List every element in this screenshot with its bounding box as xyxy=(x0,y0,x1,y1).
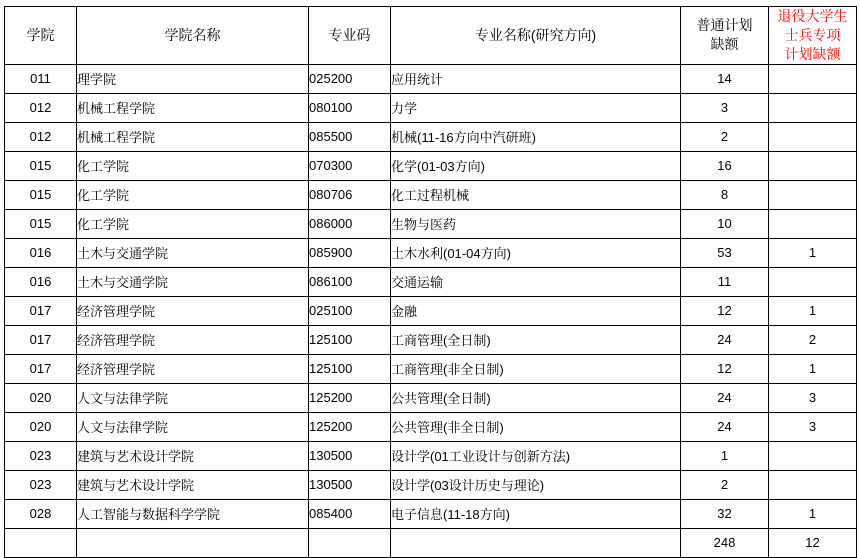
cell-major-name: 化学(01-03方向) xyxy=(391,151,681,180)
cell-college-code: 015 xyxy=(5,180,77,209)
total-blank-major-code xyxy=(309,528,391,557)
cell-college-name: 建筑与艺术设计学院 xyxy=(77,441,309,470)
cell-major-code: 085900 xyxy=(309,238,391,267)
header-general-plan-line2: 缺额 xyxy=(710,36,739,53)
table-row xyxy=(5,383,857,412)
table-row xyxy=(5,296,857,325)
cell-major-code: 086100 xyxy=(309,267,391,296)
cell-major-code: 025100 xyxy=(309,296,391,325)
cell-veteran-plan-vacancy: 1 xyxy=(769,238,857,267)
cell-major-name: 工商管理(全日制) xyxy=(391,325,681,354)
header-major-name: 专业名称(研究方向) xyxy=(391,7,681,65)
table-row xyxy=(5,122,857,151)
cell-major-code: 085400 xyxy=(309,499,391,528)
header-college-code: 学院 xyxy=(5,7,77,65)
cell-major-code: 086000 xyxy=(309,209,391,238)
cell-major-name: 公共管理(非全日制) xyxy=(391,412,681,441)
total-row xyxy=(5,528,857,557)
cell-college-name: 化工学院 xyxy=(77,209,309,238)
cell-major-code: 080100 xyxy=(309,93,391,122)
cell-general-plan-vacancy: 53 xyxy=(681,238,769,267)
cell-veteran-plan-vacancy xyxy=(769,180,857,209)
cell-general-plan-vacancy: 3 xyxy=(681,93,769,122)
cell-college-code: 020 xyxy=(5,383,77,412)
table-row xyxy=(5,64,857,93)
cell-college-name: 化工学院 xyxy=(77,180,309,209)
table-row xyxy=(5,412,857,441)
cell-veteran-plan-vacancy xyxy=(769,64,857,93)
cell-college-code: 017 xyxy=(5,354,77,383)
cell-college-name: 建筑与艺术设计学院 xyxy=(77,470,309,499)
cell-major-code: 125100 xyxy=(309,354,391,383)
table-row xyxy=(5,209,857,238)
cell-veteran-plan-vacancy xyxy=(769,122,857,151)
cell-major-code: 125100 xyxy=(309,325,391,354)
cell-major-name: 金融 xyxy=(391,296,681,325)
total-general-plan-vacancy: 248 xyxy=(681,528,769,557)
cell-college-name: 经济管理学院 xyxy=(77,296,309,325)
cell-college-code: 016 xyxy=(5,238,77,267)
cell-veteran-plan-vacancy xyxy=(769,93,857,122)
cell-college-name: 人文与法律学院 xyxy=(77,383,309,412)
cell-general-plan-vacancy: 1 xyxy=(681,441,769,470)
header-college-name: 学院名称 xyxy=(77,7,309,65)
cell-major-name: 设计学(01工业设计与创新方法) xyxy=(391,441,681,470)
cell-veteran-plan-vacancy xyxy=(769,441,857,470)
cell-college-code: 015 xyxy=(5,151,77,180)
table-row xyxy=(5,267,857,296)
cell-college-name: 经济管理学院 xyxy=(77,325,309,354)
cell-general-plan-vacancy: 2 xyxy=(681,122,769,151)
cell-college-code: 015 xyxy=(5,209,77,238)
cell-college-name: 理学院 xyxy=(77,64,309,93)
cell-major-code: 125200 xyxy=(309,383,391,412)
total-blank-major-name xyxy=(391,528,681,557)
table-row xyxy=(5,151,857,180)
cell-major-code: 085500 xyxy=(309,122,391,151)
cell-college-code: 017 xyxy=(5,296,77,325)
table-row xyxy=(5,499,857,528)
cell-major-code: 125200 xyxy=(309,412,391,441)
cell-veteran-plan-vacancy xyxy=(769,209,857,238)
cell-college-code: 020 xyxy=(5,412,77,441)
cell-general-plan-vacancy: 11 xyxy=(681,267,769,296)
cell-college-code: 023 xyxy=(5,441,77,470)
total-veteran-plan-vacancy: 12 xyxy=(769,528,857,557)
cell-college-code: 017 xyxy=(5,325,77,354)
cell-general-plan-vacancy: 12 xyxy=(681,354,769,383)
table-row xyxy=(5,180,857,209)
cell-college-name: 人工智能与数据科学学院 xyxy=(77,499,309,528)
cell-college-name: 土木与交通学院 xyxy=(77,267,309,296)
header-veteran-line2: 士兵专项 xyxy=(784,26,841,43)
header-veteran-line1: 退役大学生 xyxy=(777,8,848,24)
cell-college-name: 人文与法律学院 xyxy=(77,412,309,441)
header-general-plan-vacancy xyxy=(681,7,769,65)
cell-general-plan-vacancy: 8 xyxy=(681,180,769,209)
cell-general-plan-vacancy: 16 xyxy=(681,151,769,180)
cell-college-code: 016 xyxy=(5,267,77,296)
cell-major-name: 机械(11-16方向中汽研班) xyxy=(391,122,681,151)
cell-veteran-plan-vacancy: 1 xyxy=(769,499,857,528)
header-major-code: 专业码 xyxy=(309,7,391,65)
cell-veteran-plan-vacancy: 1 xyxy=(769,296,857,325)
cell-major-code: 130500 xyxy=(309,470,391,499)
cell-veteran-plan-vacancy: 2 xyxy=(769,325,857,354)
cell-college-name: 经济管理学院 xyxy=(77,354,309,383)
cell-veteran-plan-vacancy: 1 xyxy=(769,354,857,383)
cell-major-name: 公共管理(全日制) xyxy=(391,383,681,412)
cell-general-plan-vacancy: 24 xyxy=(681,412,769,441)
table-row xyxy=(5,441,857,470)
cell-major-code: 025200 xyxy=(309,64,391,93)
cell-general-plan-vacancy: 10 xyxy=(681,209,769,238)
header-general-plan-line1: 普通计划 xyxy=(696,17,753,34)
cell-general-plan-vacancy: 2 xyxy=(681,470,769,499)
cell-veteran-plan-vacancy xyxy=(769,267,857,296)
cell-veteran-plan-vacancy xyxy=(769,470,857,499)
cell-major-code: 130500 xyxy=(309,441,391,470)
table-row xyxy=(5,470,857,499)
cell-veteran-plan-vacancy xyxy=(769,151,857,180)
cell-major-name: 工商管理(非全日制) xyxy=(391,354,681,383)
cell-college-code: 011 xyxy=(5,64,77,93)
table-row xyxy=(5,354,857,383)
cell-college-code: 028 xyxy=(5,499,77,528)
cell-major-name: 土木水利(01-04方向) xyxy=(391,238,681,267)
cell-college-code: 012 xyxy=(5,122,77,151)
enrollment-plan-table xyxy=(4,6,857,558)
header-veteran-line3: 计划缺额 xyxy=(784,45,841,62)
cell-major-name: 应用统计 xyxy=(391,64,681,93)
total-blank-college-name xyxy=(77,528,309,557)
cell-general-plan-vacancy: 32 xyxy=(681,499,769,528)
cell-major-code: 070300 xyxy=(309,151,391,180)
header-row xyxy=(5,7,857,65)
cell-veteran-plan-vacancy: 3 xyxy=(769,412,857,441)
table-row xyxy=(5,325,857,354)
total-blank-college xyxy=(5,528,77,557)
table-row xyxy=(5,238,857,267)
table-header xyxy=(5,7,857,65)
cell-major-name: 力学 xyxy=(391,93,681,122)
cell-major-code: 080706 xyxy=(309,180,391,209)
cell-college-name: 机械工程学院 xyxy=(77,93,309,122)
cell-major-name: 化工过程机械 xyxy=(391,180,681,209)
cell-college-code: 023 xyxy=(5,470,77,499)
cell-college-name: 机械工程学院 xyxy=(77,122,309,151)
header-veteran-special-plan-vacancy xyxy=(769,7,857,65)
cell-major-name: 设计学(03设计历史与理论) xyxy=(391,470,681,499)
table-body xyxy=(5,64,857,557)
table-row xyxy=(5,93,857,122)
cell-college-code: 012 xyxy=(5,93,77,122)
cell-major-name: 电子信息(11-18方向) xyxy=(391,499,681,528)
cell-general-plan-vacancy: 24 xyxy=(681,383,769,412)
cell-college-name: 化工学院 xyxy=(77,151,309,180)
cell-college-name: 土木与交通学院 xyxy=(77,238,309,267)
cell-major-name: 交通运输 xyxy=(391,267,681,296)
cell-general-plan-vacancy: 24 xyxy=(681,325,769,354)
cell-major-name: 生物与医药 xyxy=(391,209,681,238)
cell-general-plan-vacancy: 12 xyxy=(681,296,769,325)
cell-veteran-plan-vacancy: 3 xyxy=(769,383,857,412)
cell-general-plan-vacancy: 14 xyxy=(681,64,769,93)
